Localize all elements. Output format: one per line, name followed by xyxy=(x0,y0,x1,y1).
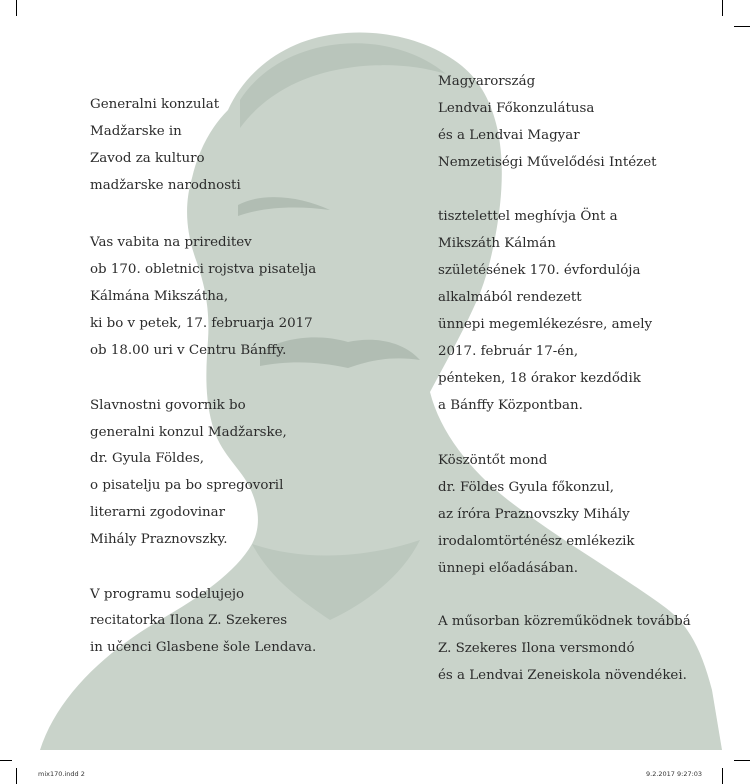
slovene-line: Mihály Praznovszky. xyxy=(90,532,228,547)
hungarian-line: Z. Szekeres Ilona versmondó xyxy=(438,641,635,656)
slovene-line: literarni zgodovinar xyxy=(90,505,225,520)
hungarian-line: és a Lendvai Zeneiskola növendékei. xyxy=(438,668,687,683)
slovene-line: Madžarske in xyxy=(90,124,182,139)
hungarian-line: tisztelettel meghívja Önt a xyxy=(438,209,618,224)
crop-mark xyxy=(0,760,12,761)
slovene-line: in učenci Glasbene šole Lendava. xyxy=(90,640,317,655)
crop-mark xyxy=(722,768,723,784)
slovene-line: ob 170. obletnici rojstva pisatelja xyxy=(90,262,317,277)
hungarian-line: ünnepi előadásában. xyxy=(438,561,579,576)
hungarian-line: A műsorban közreműködnek továbbá xyxy=(438,614,691,629)
slovene-line: Generalni konzulat xyxy=(90,97,220,112)
hungarian-line: Lendvai Főkonzulátusa xyxy=(438,101,595,116)
slovene-line: dr. Gyula Földes, xyxy=(90,451,204,466)
slovene-line: Zavod za kulturo xyxy=(90,151,205,166)
hungarian-line: Magyarország xyxy=(438,74,536,89)
hungarian-line: Köszöntőt mond xyxy=(438,453,548,468)
crop-mark xyxy=(734,760,750,761)
slovene-line: ob 18.00 uri v Centru Bánffy. xyxy=(90,343,287,358)
hungarian-line: a Bánffy Központban. xyxy=(438,398,583,413)
slovene-line: madžarske narodnosti xyxy=(90,178,241,193)
crop-mark xyxy=(734,26,750,27)
hungarian-line: 2017. február 17-én, xyxy=(438,344,579,359)
slovene-line: Slavnostni govornik bo xyxy=(90,398,246,413)
hungarian-line: az íróra Praznovszky Mihály xyxy=(438,507,630,522)
slovene-line: V programu sodelujejo xyxy=(90,587,245,602)
hungarian-line: alkalmából rendezett xyxy=(438,290,582,305)
hungarian-line: és a Lendvai Magyar xyxy=(438,128,580,143)
slovene-line: Vas vabita na prireditev xyxy=(90,235,252,250)
hungarian-line: dr. Földes Gyula főkonzul, xyxy=(438,480,614,495)
hungarian-line: irodalomtörténész emlékezik xyxy=(438,534,635,549)
slovene-line: Kálmána Mikszátha, xyxy=(90,289,229,304)
slovene-line: recitatorka Ilona Z. Szekeres xyxy=(90,613,288,628)
slug-file-label: mix170.indd 2 xyxy=(38,770,85,778)
crop-mark xyxy=(16,0,17,16)
crop-mark xyxy=(16,768,17,784)
crop-mark xyxy=(722,0,723,16)
slovene-line: generalni konzul Madžarske, xyxy=(90,425,287,440)
slovene-line: ki bo v petek, 17. februarja 2017 xyxy=(90,316,313,331)
hungarian-line: ünnepi megemlékezésre, amely xyxy=(438,317,653,332)
hungarian-line: születésének 170. évfordulója xyxy=(438,263,641,278)
slovene-line: o pisatelju pa bo spregovoril xyxy=(90,478,284,493)
hungarian-line: Nemzetiségi Művelődési Intézet xyxy=(438,155,657,170)
slug-date-label: 9.2.2017 9:27:03 xyxy=(646,770,703,778)
hungarian-line: Mikszáth Kálmán xyxy=(438,236,556,251)
hungarian-line: pénteken, 18 órakor kezdődik xyxy=(438,371,641,386)
